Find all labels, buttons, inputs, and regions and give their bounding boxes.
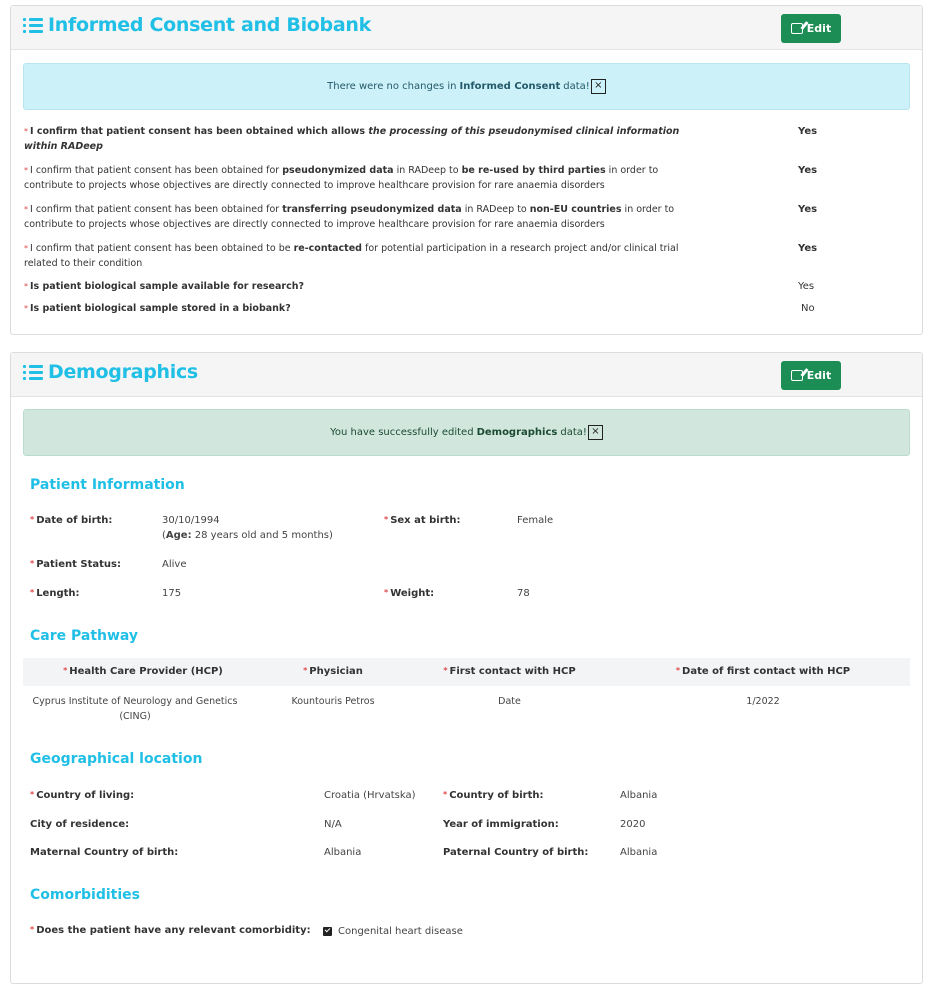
demographics-alert-close-button[interactable]: × [588,425,603,440]
weight-value: 78 [517,588,530,599]
demographics-panel-title [23,361,198,383]
consent-answer-4: Yes [798,243,818,254]
care-table-header [23,658,910,686]
required-mark: * [384,515,389,524]
demographics-success-alert [23,409,910,456]
consent-title-text: Informed Consent and Biobank [48,14,371,36]
required-mark: * [443,666,448,675]
consent-question-6 [24,301,684,316]
status-label [30,559,121,570]
consent-answer-5: Yes [798,281,815,292]
q3-text-b: transferring pseudonymized data [282,204,462,215]
q3-text-e: in order to contribute to projects whose objectives are directly connected to improve healthcare provision for rare anaemia disorders [24,204,675,230]
dob-label-text: Date of birth: [36,515,113,526]
country-living-label [30,790,134,801]
demographics-edit-label: Edit [806,369,832,382]
length-label [30,588,80,599]
list-icon [23,364,43,380]
city-value: N/A [324,819,342,830]
demographics-title-text: Demographics [48,361,198,383]
paternal-country-label: Paternal Country of birth: [443,847,589,858]
country-birth-label-text: Country of birth: [449,790,544,801]
sex-value: Female [517,515,554,526]
care-header-first-contact-text: First contact with HCP [449,666,576,677]
required-mark: * [675,666,681,675]
q1-text: I confirm that patient consent has been obtained which allows [30,126,369,137]
consent-question-2 [24,163,684,193]
status-label-text: Patient Status: [36,559,121,570]
consent-edit-button[interactable] [781,14,841,43]
comorbidity-question-text: Does the patient have any relevant comorbidity: [36,925,311,936]
comorbidity-answer [323,924,463,939]
demographics-panel-header [11,353,922,397]
care-cell-first-contact: Date [498,696,521,707]
list-icon [23,17,43,33]
q4-text-c: for potential participation in a research project and/or clinical trial related to their condition [24,243,679,269]
q4-text-b: re-contacted [293,243,362,254]
dob-value [162,513,333,543]
demographics-alert-bold: Demographics [476,427,558,438]
consent-answer-2: Yes [798,165,818,176]
required-mark: * [303,666,308,675]
required-mark: * [24,127,28,136]
care-cell-hcp: Cyprus Institute of Neurology and Genetics (CING) [32,696,238,722]
required-mark: * [24,304,28,313]
care-header-physician-text: Physician [309,666,363,677]
q3-text-d: non-EU countries [529,204,622,215]
weight-label-text: Weight: [390,588,435,599]
consent-edit-label: Edit [806,22,832,35]
required-mark: * [24,282,28,291]
country-birth-value: Albania [620,790,658,801]
comorbidity-answer-text: Congenital heart disease [338,926,463,937]
consent-question-5 [24,279,684,294]
demographics-alert-post: data! [560,427,587,438]
comorbidities-heading: Comorbidities [30,887,140,903]
consent-alert-post: data! [563,81,590,92]
q2-text-e: in order to contribute to projects whose objectives are directly connected to improve healthcare provision for rare anaemia disorders [24,165,659,191]
patient-info-heading: Patient Information [30,477,185,493]
q2-text-b: pseudonymized data [282,165,394,176]
q3-text-c: in RADeep to [461,204,530,215]
consent-panel-header [11,6,922,50]
maternal-country-label: Maternal Country of birth: [30,847,179,858]
demographics-edit-button[interactable] [781,361,841,390]
age-line [162,528,333,543]
comorbidity-question [30,925,311,936]
required-mark: * [443,790,448,799]
age-open: ( [162,530,166,541]
length-value: 175 [162,588,182,599]
required-mark: * [384,588,389,597]
care-header-hcp [23,666,263,677]
consent-alert-bold: Informed Consent [459,81,561,92]
q4-text-a: I confirm that patient consent has been obtained to be [30,243,294,254]
length-label-text: Length: [36,588,80,599]
q1-emphasis: the processing of this pseudonymised clinical information within RADeep [24,126,680,152]
dob-value-text: 30/10/1994 [162,515,220,526]
immigration-label: Year of immigration: [443,819,559,830]
consent-panel-title [23,14,371,36]
q2-text-a: I confirm that patient consent has been obtained for [30,165,283,176]
q3-text-a: I confirm that patient consent has been obtained for [30,204,283,215]
consent-answer-6: No [801,303,815,314]
consent-alert-text: There were no changes in [327,81,457,92]
geo-heading: Geographical location [30,751,203,767]
weight-label [384,588,434,599]
consent-question-3 [24,202,684,232]
checked-checkbox-icon [323,927,332,936]
edit-icon [791,370,803,381]
city-label: City of residence: [30,819,130,830]
paternal-country-value: Albania [620,847,658,858]
required-mark: * [30,925,35,934]
q2-text-d: be re-used by third parties [461,165,606,176]
required-mark: * [30,515,35,524]
required-mark: * [63,666,68,675]
required-mark: * [24,205,28,214]
care-cell-physician: Kountouris Petros [291,696,375,707]
care-header-date [616,666,910,677]
consent-panel [10,5,923,335]
required-mark: * [30,790,35,799]
age-value: 28 years old and 5 months) [194,530,333,541]
demographics-alert-text: You have successfully edited [330,427,474,438]
care-header-first-contact [403,666,616,677]
status-value: Alive [162,559,187,570]
care-header-physician [263,666,403,677]
required-mark: * [30,559,35,568]
immigration-value: 2020 [620,819,646,830]
maternal-country-value: Albania [324,847,362,858]
sex-label-text: Sex at birth: [390,515,461,526]
care-cell-date: 1/2022 [746,696,780,707]
demographics-panel [10,352,923,984]
consent-alert-close-button[interactable]: × [591,79,606,94]
required-mark: * [24,166,28,175]
edit-icon [791,23,803,34]
country-living-value: Croatia (Hrvatska) [324,790,416,801]
required-mark: * [24,244,28,253]
sex-label [384,515,461,526]
q2-text-c: in RADeep to [393,165,462,176]
dob-label [30,515,112,526]
required-mark: * [30,588,35,597]
country-living-label-text: Country of living: [36,790,135,801]
consent-question-1 [24,124,684,154]
country-birth-label [443,790,543,801]
care-header-hcp-text: Health Care Provider (HCP) [69,666,223,677]
age-label: Age: [165,530,192,541]
consent-answer-1: Yes [798,126,818,137]
consent-answer-3: Yes [798,204,818,215]
care-header-date-text: Date of first contact with HCP [682,666,851,677]
q5-text: Is patient biological sample available for research? [30,281,304,292]
care-pathway-heading: Care Pathway [30,628,139,644]
q6-text: Is patient biological sample stored in a biobank? [30,303,291,314]
consent-info-alert [23,63,910,110]
consent-question-4 [24,241,684,271]
